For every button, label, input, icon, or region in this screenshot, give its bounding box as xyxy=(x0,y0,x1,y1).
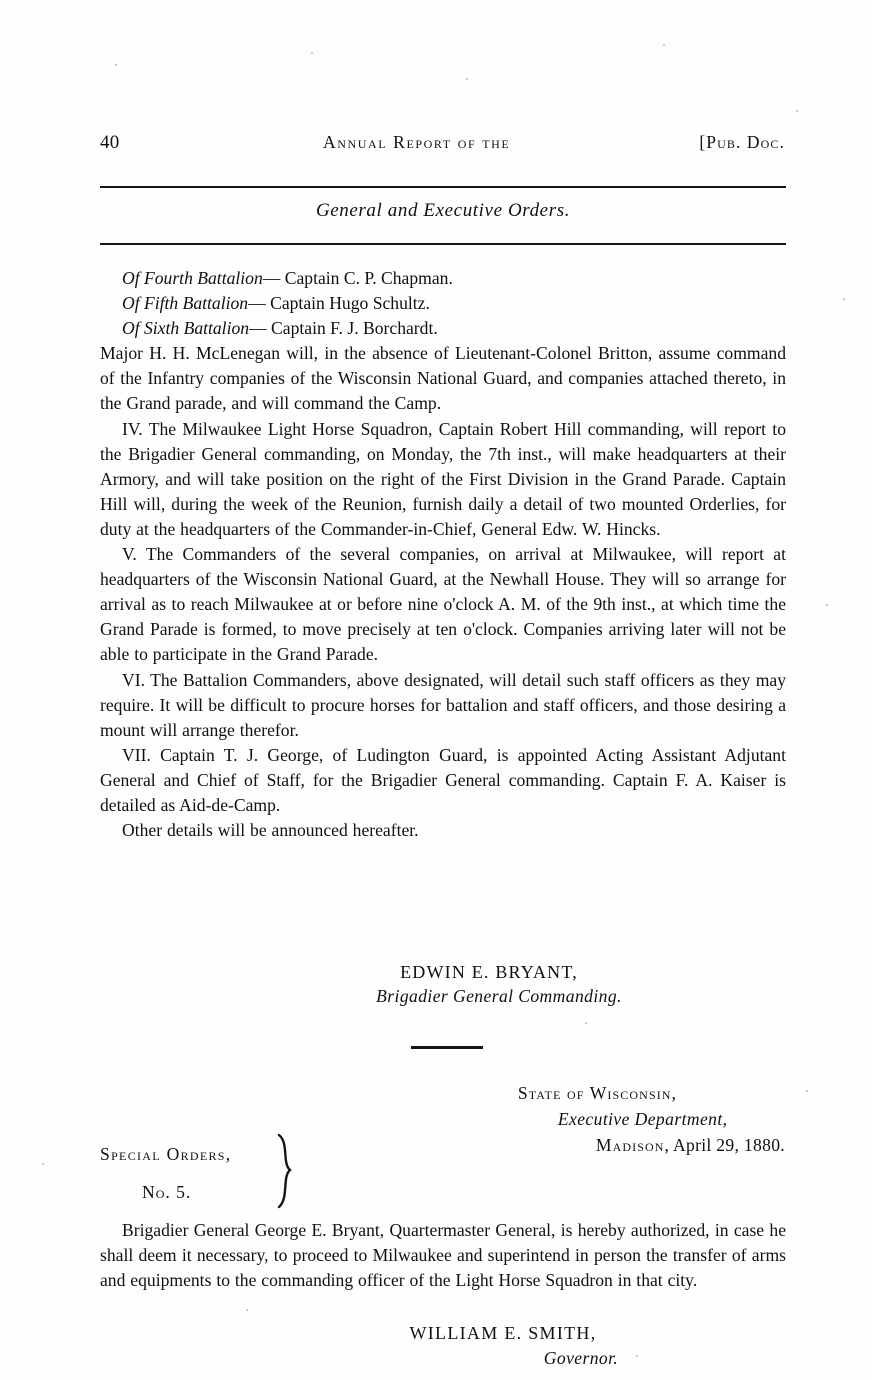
paragraph-vi: VI. The Battalion Commanders, above designated, will detail such staff officers as they may require. It will be difficult to procure horses for battalion and staff officers, and those desiring a mount will arrange therefor. xyxy=(100,669,786,740)
dateline-block xyxy=(518,1080,785,1158)
scan-speck xyxy=(843,298,845,300)
paragraph-other-details: Other details will be announced hereafter. xyxy=(122,820,419,841)
roster-value: — Captain Hugo Schultz. xyxy=(248,293,430,314)
roster-value: — Captain F. J. Borchardt. xyxy=(249,318,438,339)
scan-speck xyxy=(42,1163,44,1165)
paragraph-v: V. The Commanders of the several companies, on arrival at Milwaukee, will report at headquarters of the Wisconsin National Guard, at the Newhall House. They will so arrange for arrival as to reach Milwaukee at or before nine o'clock A. M. of the 9th inst., at which time the Grand Parade is formed, to move precisely at ten o'clock. Companies arriving later will not be able to participate in the Grand Parade. xyxy=(100,544,786,665)
roster-line xyxy=(100,291,786,316)
roster-label: Of Fourth Battalion xyxy=(122,268,263,288)
signature-title: Brigadier General Commanding. xyxy=(376,986,622,1006)
special-orders-label: Special Orders, xyxy=(100,1144,232,1164)
governor-name: WILLIAM E. SMITH, xyxy=(409,1323,597,1343)
closing-section xyxy=(100,1218,786,1293)
scan-speck xyxy=(115,64,117,66)
paragraph-major: Major H. H. McLenegan will, in the absence of Lieutenant-Colonel Britton, assume command of the Infantry companies of the Wisconsin National Guard, and companies attached thereto, in the Grand parade, and will command the Camp. xyxy=(100,343,786,414)
roster-value: — Captain C. P. Chapman. xyxy=(262,268,453,288)
section-title: General and Executive Orders. xyxy=(315,200,571,221)
scan-speck xyxy=(466,78,468,80)
running-head-title: Annual Report of the xyxy=(322,132,511,152)
header-rule-top xyxy=(100,186,786,188)
section-divider-rule xyxy=(411,1046,483,1049)
dateline-state: State of Wisconsin, xyxy=(517,1083,678,1103)
scan-speck xyxy=(311,52,313,54)
dateline-date: , April 29, 1880. xyxy=(664,1135,785,1155)
running-head-doc-label: [Pub. Doc. xyxy=(699,132,785,152)
curly-brace-icon xyxy=(273,1133,303,1209)
dateline-city-date xyxy=(518,1132,785,1158)
special-orders-number: No. 5. xyxy=(142,1182,192,1202)
document-body xyxy=(100,266,786,843)
governor-signature-block xyxy=(100,1323,786,1369)
header-rule-bottom xyxy=(100,243,786,245)
roster-line xyxy=(100,316,786,341)
signature-block xyxy=(100,962,786,1007)
scan-speck xyxy=(663,44,665,46)
roster-label: Of Sixth Battalion xyxy=(122,318,250,339)
paragraph-iv: IV. The Milwaukee Light Horse Squadron, Captain Robert Hill commanding, will report to the Brigadier General commanding, on Monday, the 7th inst., will make headquarters at their Armory, and will take position on the right of the First Division in the Grand Parade. Captain Hill will, during the week of the Reunion, furnish daily a detail of two mounted Orderlies, for duty at the headquarters of the Commander-in-Chief, General Edw. W. Hincks. xyxy=(100,418,786,539)
dateline-department: Executive Department, xyxy=(557,1109,728,1129)
running-head xyxy=(100,132,785,158)
scan-speck xyxy=(826,604,828,606)
roster-line xyxy=(100,266,786,291)
paragraph-closing: Brigadier General George E. Bryant, Quartermaster General, is hereby authorized, in case he shall deem it necessary, to proceed to Milwaukee and superintend in person the transfer of arms and equipments to the commanding officer of the Light Horse Squadron in that city. xyxy=(100,1220,786,1291)
scan-speck xyxy=(246,1309,248,1311)
dateline-city: Madison xyxy=(595,1135,665,1155)
paragraph-vii: VII. Captain T. J. George, of Ludington Guard, is appointed Acting Assistant Adjutant General and Chief of Staff, for the Brigadier General commanding. Captain F. A. Kaiser is detailed as Aid-de-Camp. xyxy=(100,744,786,815)
governor-title: Governor. xyxy=(543,1348,619,1368)
scan-speck xyxy=(585,1022,587,1024)
scan-speck xyxy=(806,1090,808,1092)
roster-label: Of Fifth Battalion xyxy=(122,293,249,314)
signature-name: EDWIN E. BRYANT, xyxy=(400,962,578,982)
page-number: 40 xyxy=(100,132,120,153)
scan-speck xyxy=(796,110,798,112)
